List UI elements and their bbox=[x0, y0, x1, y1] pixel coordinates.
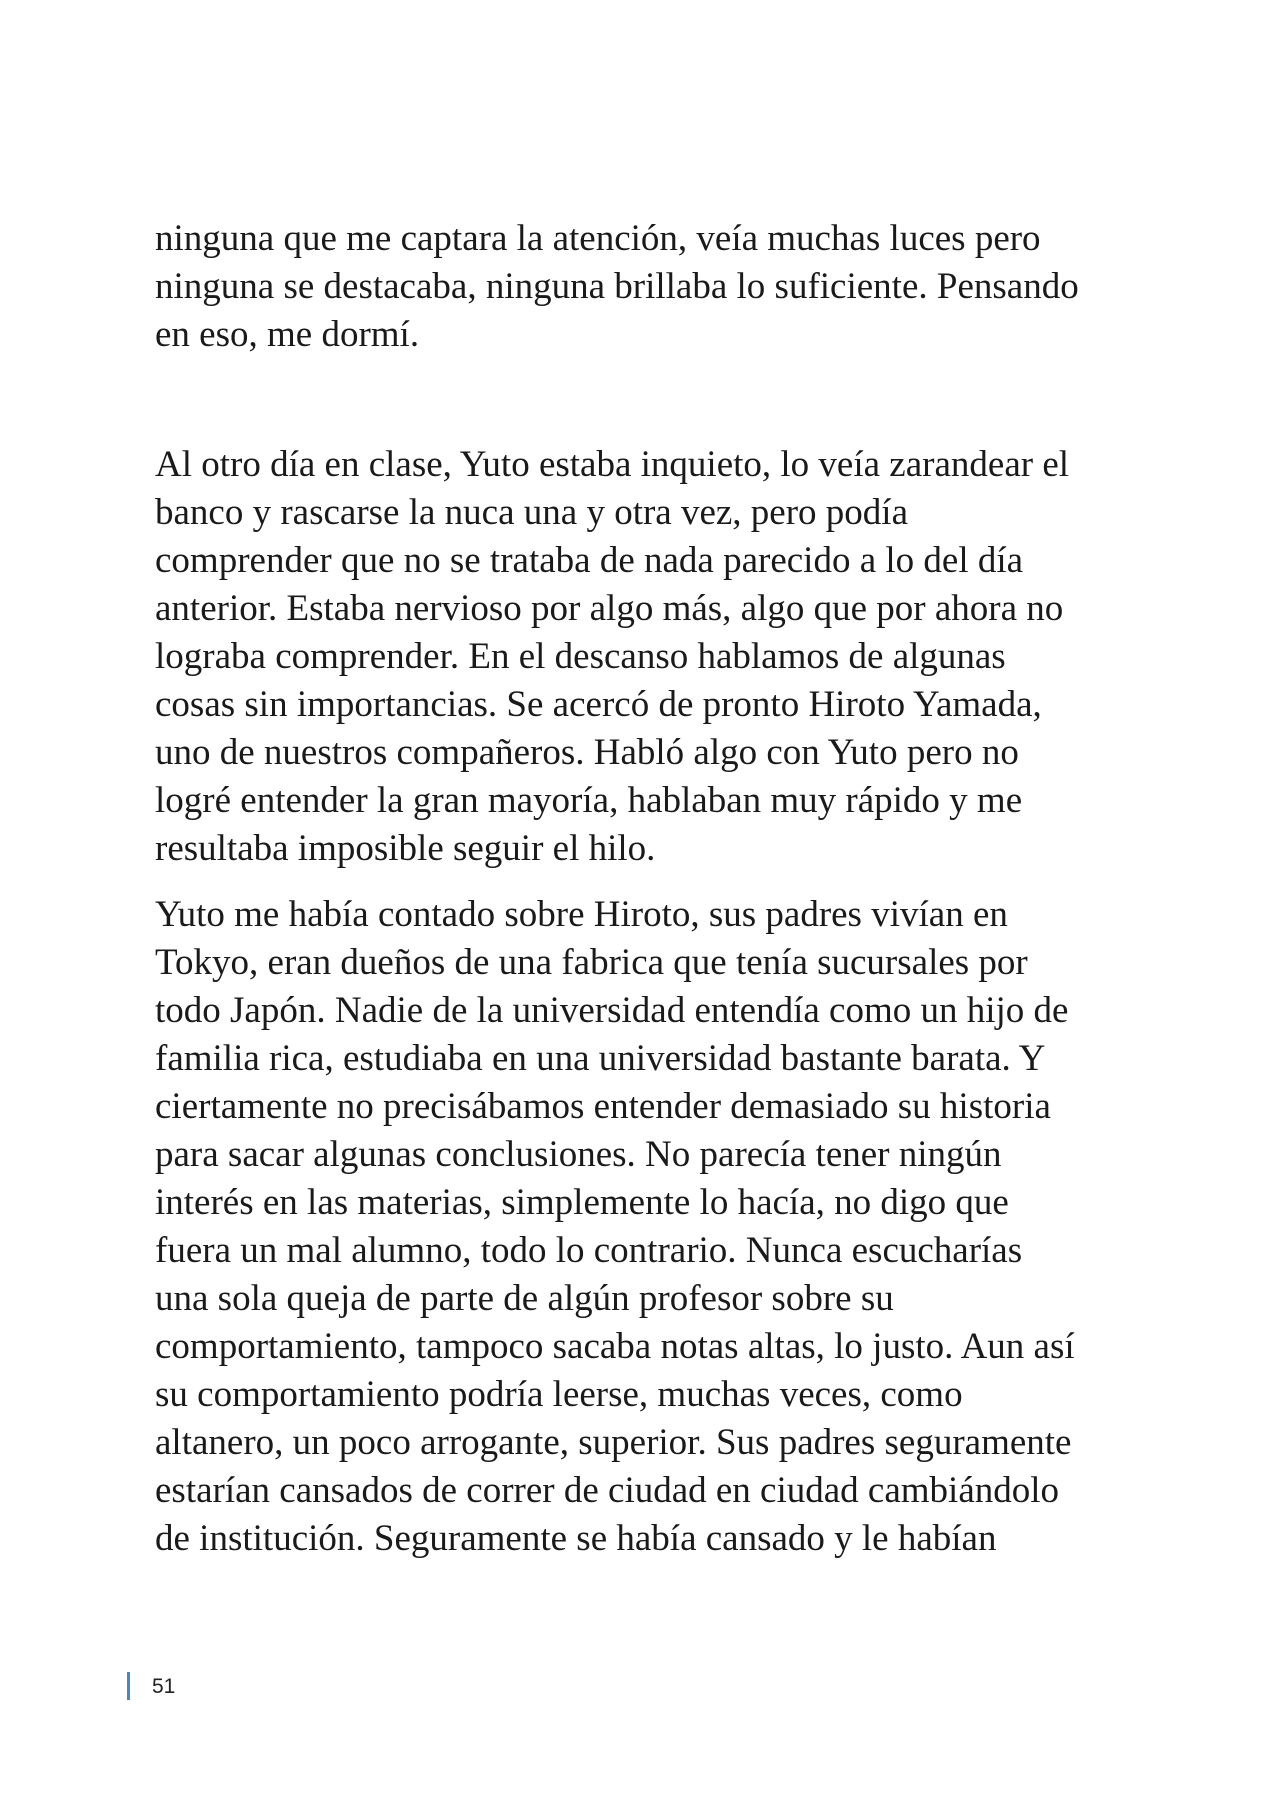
text-line: una sola queja de parte de algún profesor sobre su bbox=[155, 1278, 894, 1319]
text-line: uno de nuestros compañeros. Habló algo con Yuto pero no bbox=[155, 732, 1019, 773]
text-line: Yuto me había contado sobre Hiroto, sus padres vivían en bbox=[155, 894, 1008, 935]
text-line: ninguna se destacaba, ninguna brillaba lo suficiente. Pensando bbox=[155, 266, 1079, 307]
text-line: estarían cansados de correr de ciudad en ciudad cambiándolo bbox=[155, 1470, 1060, 1511]
text-line: su comportamiento podría leerse, muchas veces, como bbox=[155, 1374, 963, 1415]
text-line: cosas sin importancias. Se acercó de pronto Hiroto Yamada, bbox=[155, 684, 1042, 725]
paragraph-1 bbox=[155, 215, 1130, 359]
text-line: anterior. Estaba nervioso por algo más, algo que por ahora no bbox=[155, 588, 1064, 629]
text-line: fuera un mal alumno, todo lo contrario. Nunca escucharías bbox=[155, 1230, 1023, 1271]
text-line: ciertamente no precisábamos entender demasiado su historia bbox=[155, 1086, 1051, 1127]
text-line: ninguna que me captara la atención, veía muchas luces pero bbox=[155, 218, 1041, 259]
text-line: comportamiento, tampoco sacaba notas altas, lo justo. Aun así bbox=[155, 1326, 1075, 1367]
text-line: todo Japón. Nadie de la universidad entendía como un hijo de bbox=[155, 990, 1069, 1031]
text-line: lograba comprender. En el descanso hablamos de algunas bbox=[155, 636, 1006, 677]
text-line: interés en las materias, simplemente lo hacía, no digo que bbox=[155, 1182, 1009, 1223]
text-line: Tokyo, eran dueños de una fabrica que tenía sucursales por bbox=[155, 942, 1028, 983]
paragraph-2 bbox=[155, 441, 1130, 873]
text-line: familia rica, estudiaba en una universidad bastante barata. Y bbox=[155, 1038, 1046, 1079]
paragraph-3 bbox=[155, 891, 1130, 1563]
text-line: logré entender la gran mayoría, hablaban muy rápido y me bbox=[155, 780, 1023, 821]
text-line: de institución. Seguramente se había cansado y le habían bbox=[155, 1518, 997, 1559]
text-line: comprender que no se trataba de nada parecido a lo del día bbox=[155, 540, 1024, 581]
page-number: 51 bbox=[152, 1675, 176, 1698]
page-number-accent-bar bbox=[127, 1672, 130, 1700]
text-line: en eso, me dormí. bbox=[155, 314, 420, 355]
text-line: altanero, un poco arrogante, superior. Sus padres seguramente bbox=[155, 1422, 1072, 1463]
text-line: resultaba imposible seguir el hilo. bbox=[155, 828, 656, 869]
text-line: para sacar algunas conclusiones. No parecía tener ningún bbox=[155, 1134, 1002, 1175]
text-line: Al otro día en clase, Yuto estaba inquieto, lo veía zarandear el bbox=[155, 444, 1070, 485]
text-line: banco y rascarse la nuca una y otra vez, pero podía bbox=[155, 492, 909, 533]
